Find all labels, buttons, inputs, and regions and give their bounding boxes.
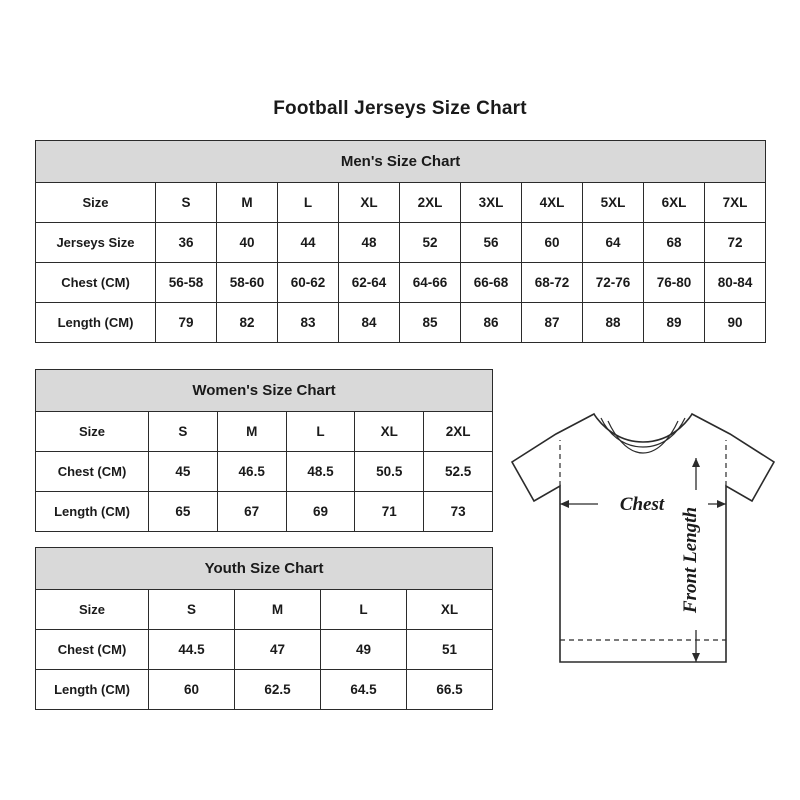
table-section-header-row (36, 548, 493, 590)
row-label: Chest (CM) (36, 263, 156, 303)
cell: L (321, 590, 407, 630)
table-row (36, 590, 493, 630)
cell: 80-84 (705, 263, 766, 303)
table-row (36, 303, 766, 343)
cell: M (235, 590, 321, 630)
cell: 84 (339, 303, 400, 343)
row-label: Chest (CM) (36, 630, 149, 670)
cell: 50.5 (355, 452, 424, 492)
cell: 71 (355, 492, 424, 532)
cell: 48 (339, 223, 400, 263)
cell: 47 (235, 630, 321, 670)
table-row (36, 412, 493, 452)
table-row (36, 183, 766, 223)
cell: 52.5 (424, 452, 493, 492)
cell: XL (407, 590, 493, 630)
cell: 86 (461, 303, 522, 343)
cell: 87 (522, 303, 583, 343)
cell: 56-58 (156, 263, 217, 303)
row-label: Size (36, 183, 156, 223)
cell: 68-72 (522, 263, 583, 303)
table-row (36, 452, 493, 492)
cell: 83 (278, 303, 339, 343)
cell: 69 (286, 492, 355, 532)
cell: 40 (217, 223, 278, 263)
table-section-header-row (36, 370, 493, 412)
cell: M (217, 412, 286, 452)
cell: 36 (156, 223, 217, 263)
table-row (36, 492, 493, 532)
front-length-label: Front Length (680, 506, 701, 614)
cell: 82 (217, 303, 278, 343)
cell: 45 (149, 452, 218, 492)
chest-label: Chest (619, 494, 665, 515)
cell: 58-60 (217, 263, 278, 303)
cell: 85 (400, 303, 461, 343)
cell: 56 (461, 223, 522, 263)
cell: 66-68 (461, 263, 522, 303)
cell: 52 (400, 223, 461, 263)
cell: 60 (522, 223, 583, 263)
table-row (36, 670, 493, 710)
cell: XL (355, 412, 424, 452)
cell: 88 (583, 303, 644, 343)
cell: 5XL (583, 183, 644, 223)
row-label: Length (CM) (36, 670, 149, 710)
cell: M (217, 183, 278, 223)
cell: 64-66 (400, 263, 461, 303)
jersey-measurement-diagram (498, 400, 788, 690)
cell: 62-64 (339, 263, 400, 303)
cell: 64 (583, 223, 644, 263)
cell: 62.5 (235, 670, 321, 710)
cell: S (156, 183, 217, 223)
cell: L (278, 183, 339, 223)
page-title: Football Jerseys Size Chart (273, 98, 527, 119)
cell: 6XL (644, 183, 705, 223)
row-label: Jerseys Size (36, 223, 156, 263)
cell: 7XL (705, 183, 766, 223)
womens-size-table (35, 369, 493, 532)
table-section-header-row (36, 141, 766, 183)
table-row (36, 263, 766, 303)
row-label: Size (36, 412, 149, 452)
row-label: Length (CM) (36, 303, 156, 343)
table-row (36, 630, 493, 670)
cell: 79 (156, 303, 217, 343)
row-label: Size (36, 590, 149, 630)
cell: 72 (705, 223, 766, 263)
cell: 51 (407, 630, 493, 670)
mens-size-table (35, 140, 766, 343)
cell: XL (339, 183, 400, 223)
cell: 76-80 (644, 263, 705, 303)
cell: 46.5 (217, 452, 286, 492)
cell: 66.5 (407, 670, 493, 710)
cell: L (286, 412, 355, 452)
cell: 72-76 (583, 263, 644, 303)
cell: 44 (278, 223, 339, 263)
cell: 2XL (424, 412, 493, 452)
youth-size-table (35, 547, 493, 710)
cell: 65 (149, 492, 218, 532)
cell: 48.5 (286, 452, 355, 492)
cell: 4XL (522, 183, 583, 223)
youth-section-heading: Youth Size Chart (36, 548, 493, 590)
cell: 73 (424, 492, 493, 532)
cell: 90 (705, 303, 766, 343)
cell: 44.5 (149, 630, 235, 670)
cell: S (149, 590, 235, 630)
cell: 89 (644, 303, 705, 343)
cell: 67 (217, 492, 286, 532)
table-row (36, 223, 766, 263)
cell: 60 (149, 670, 235, 710)
cell: S (149, 412, 218, 452)
mens-section-heading: Men's Size Chart (36, 141, 766, 183)
cell: 60-62 (278, 263, 339, 303)
cell: 49 (321, 630, 407, 670)
row-label: Length (CM) (36, 492, 149, 532)
cell: 64.5 (321, 670, 407, 710)
row-label: Chest (CM) (36, 452, 149, 492)
womens-section-heading: Women's Size Chart (36, 370, 493, 412)
cell: 2XL (400, 183, 461, 223)
cell: 68 (644, 223, 705, 263)
cell: 3XL (461, 183, 522, 223)
